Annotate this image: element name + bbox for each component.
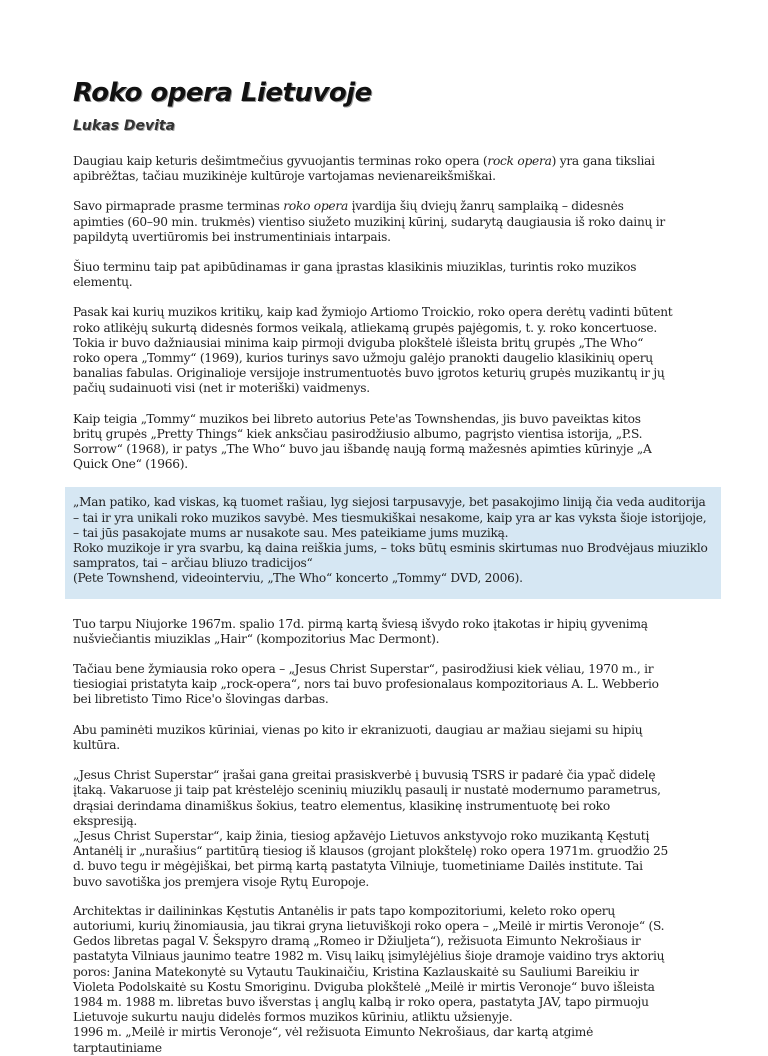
paragraph — [73, 904, 673, 1056]
italic-term: roko opera — [283, 199, 348, 214]
paragraph-text: Architektas ir dailininkas Kęstutis Antanėlis ir pats tapo kompozitoriumi, keleto roko operų autoriumi, kurių žinomiausia, jau tikrai gryna lietuviškoji roko opera – „Meilė ir mirtis Veronoje“ (S. Gedos libretas pagal V. Šekspyro dramą „Romeo ir Džiuljeta“), režisuota Eimunto Nekrošiaus ir pastatyta Vilniaus jaunimo teatre 1982 m. Visų laikų įsimylėjėlius šioje dramoje vaidino trys aktorių poros: Janina Matekonytė su Vytautu Taukinaičiu, Kristina Kazlauskaitė su Sauliumi Bareikiu ir Violeta Podolskaitė su Kostu Smoriginu. Dviguba plokštelė „Meilė ir mirtis Veronoje“ buvo išleista 1984 m. 1988 m. libretas buvo išverstas į anglų kalbą ir roko opera, pastatyta JAV, tapo pirmuoju Lietuvoje sukurtu nauju didelės formos muzikos kūriniu, atliktu užsienyje. — [73, 903, 665, 1025]
paragraph — [73, 154, 673, 184]
paragraph-text: „Jesus Christ Superstar“, kaip žinia, tiesiog apžavėjo Lietuvos ankstyvojo roko muzikantą Kęstutį Antanėlį ir „nurašius“ partitūrą tiesiog iš klausos (grojant plokštelę) roko opera 1971m. gruodžio 25 d. buvo tegu ir mėgėjiškai, bet pirmą kartą pastatyta Vilniuje, tuometiniame Dailės institute. Tai buvo savotiška jos premjera visoje Rytų Europoje. — [73, 828, 669, 889]
italic-term: rock opera — [487, 154, 552, 168]
paragraph-text: Daugiau kaip keturis dešimtmečius gyvuojantis terminas roko opera ( — [73, 154, 488, 168]
article-body — [73, 154, 708, 1056]
quote-text: Roko muzikoje ir yra svarbu, ką daina reiškia jums, – toks būtų esminis skirtumas nuo Brodvėjaus miuziklo sampratos, tai – arčiau bliuzo tradicijos“ — [73, 541, 708, 571]
paragraph: Tačiau bene žymiausia roko opera – „Jesus Christ Superstar“, pasirodžiusi kiek vėliau, 1970 m., ir tiesiogiai pristatyta kaip „rock-opera“, nors tai buvo profesionalaus kompozitoriaus A. L. Webberio bei libretisto Timo Rice'o šlovingas darbas. — [73, 662, 659, 707]
paragraph: Abu paminėti muzikos kūriniai, vienas po kito ir ekranizuoti, daugiau ar mažiau siejami su hipių kultūra. — [73, 722, 643, 752]
paragraph-text: 1996 m. „Meilė ir mirtis Veronoje“, vėl režisuota Eimunto Nekrošiaus, dar kartą atgimė tarptautiniame — [73, 1025, 594, 1055]
paragraph-text: ) yra gana tiksliai apibrėžtas, tačiau muzikinėje kultūroje vartojamas nevienareikšmiškai. — [73, 154, 655, 184]
paragraph — [73, 199, 673, 245]
paragraph-text: įvardija šių dviejų žanrų samplaiką – didesnės apimties (60–90 min. trukmės) vientiso siužeto muzikinį kūrinį, sudarytą daugiausia iš roko dainų ir papildytą uvertiūromis bei instrumentiniais intarpais. — [73, 199, 665, 244]
paragraph-text: „Jesus Christ Superstar“ įrašai gana greitai prasiskverbė į buvusią TSRS ir padarė čia ypač didelę įtaką. Vakaruose ji taip pat krėstelėjo sceninių miuziklų pasaulį ir nustatė modernumo parametrus, drąsiai derindama dinamiškus šokius, teatro elementus, klasikinę instrumentuotę bei roko ekspresiją. — [73, 768, 661, 828]
paragraph: Pasak kai kurių muzikos kritikų, kaip kad žymiojo Artiomo Troickio, roko opera derėtų vadinti būtent roko atlikėjų sukurtą didesnės formos veikalą, atliekamą grupės pajėgomis, t. y. roko koncertuose. Tokia ir buvo dažniausiai minima kaip pirmoji dviguba plokštelė išleista britų grupės „The Who“ roko opera „Tommy“ (1969), kurios turinys savo užmoju galėjo pranokti daugelio klasikinių operų banalias fabulas. Originalioje versijoje instrumentuotės buvo įgrotos keturių grupės muzikantų ir jų pačių sudainuoti visi (net ir moteriški) vaidmenys. — [73, 305, 673, 396]
article-author: Lukas Devita — [73, 118, 176, 134]
article-title: Roko opera Lietuvoje — [73, 78, 372, 108]
paragraph-text: Savo pirmaprade prasme terminas — [73, 199, 284, 214]
paragraph: Kaip teigia „Tommy“ muzikos bei libreto autorius Pete'as Townshendas, jis buvo paveiktas kitos britų grupės „Pretty Things“ kiek anksčiau pasirodžiusio albumo, pagrįsto vientisa istorija, „P.S. Sorrow“ (1968), ir patys „The Who“ buvo jau išbandę naują formą mažesnės apimties kūrinyje „A Quick One“ (1966). — [73, 411, 652, 472]
quote-block — [65, 487, 721, 598]
quote-source: (Pete Townshend, videointerviu, „The Who“ koncerto „Tommy“ DVD, 2006). — [73, 571, 523, 586]
paragraph: Šiuo terminu taip pat apibūdinamas ir gana įprastas klasikinis miuziklas, turintis roko muzikos elementų. — [73, 260, 637, 290]
paragraph: Tuo tarpu Niujorke 1967m. spalio 17d. pirmą kartą šviesą išvydo roko įtakotas ir hipių gyvenimą nušviečiantis miuziklas „Hair“ (kompozitorius Mac Dermont). — [73, 616, 648, 646]
paragraph — [73, 768, 673, 890]
quote-text: „Man patiko, kad viskas, ką tuomet rašiau, lyg siejosi tarpusavyje, bet pasakojimo liniją čia veda auditorija – tai ir yra unikali roko muzikos savybė. Mes tiesmukiškai nesakome, kaip yra ar kas vyksta šioje istorijoje, – tai jūs pasakojate mums ar nusakote sau. Mes pateikiame jums muziką. — [73, 495, 707, 540]
